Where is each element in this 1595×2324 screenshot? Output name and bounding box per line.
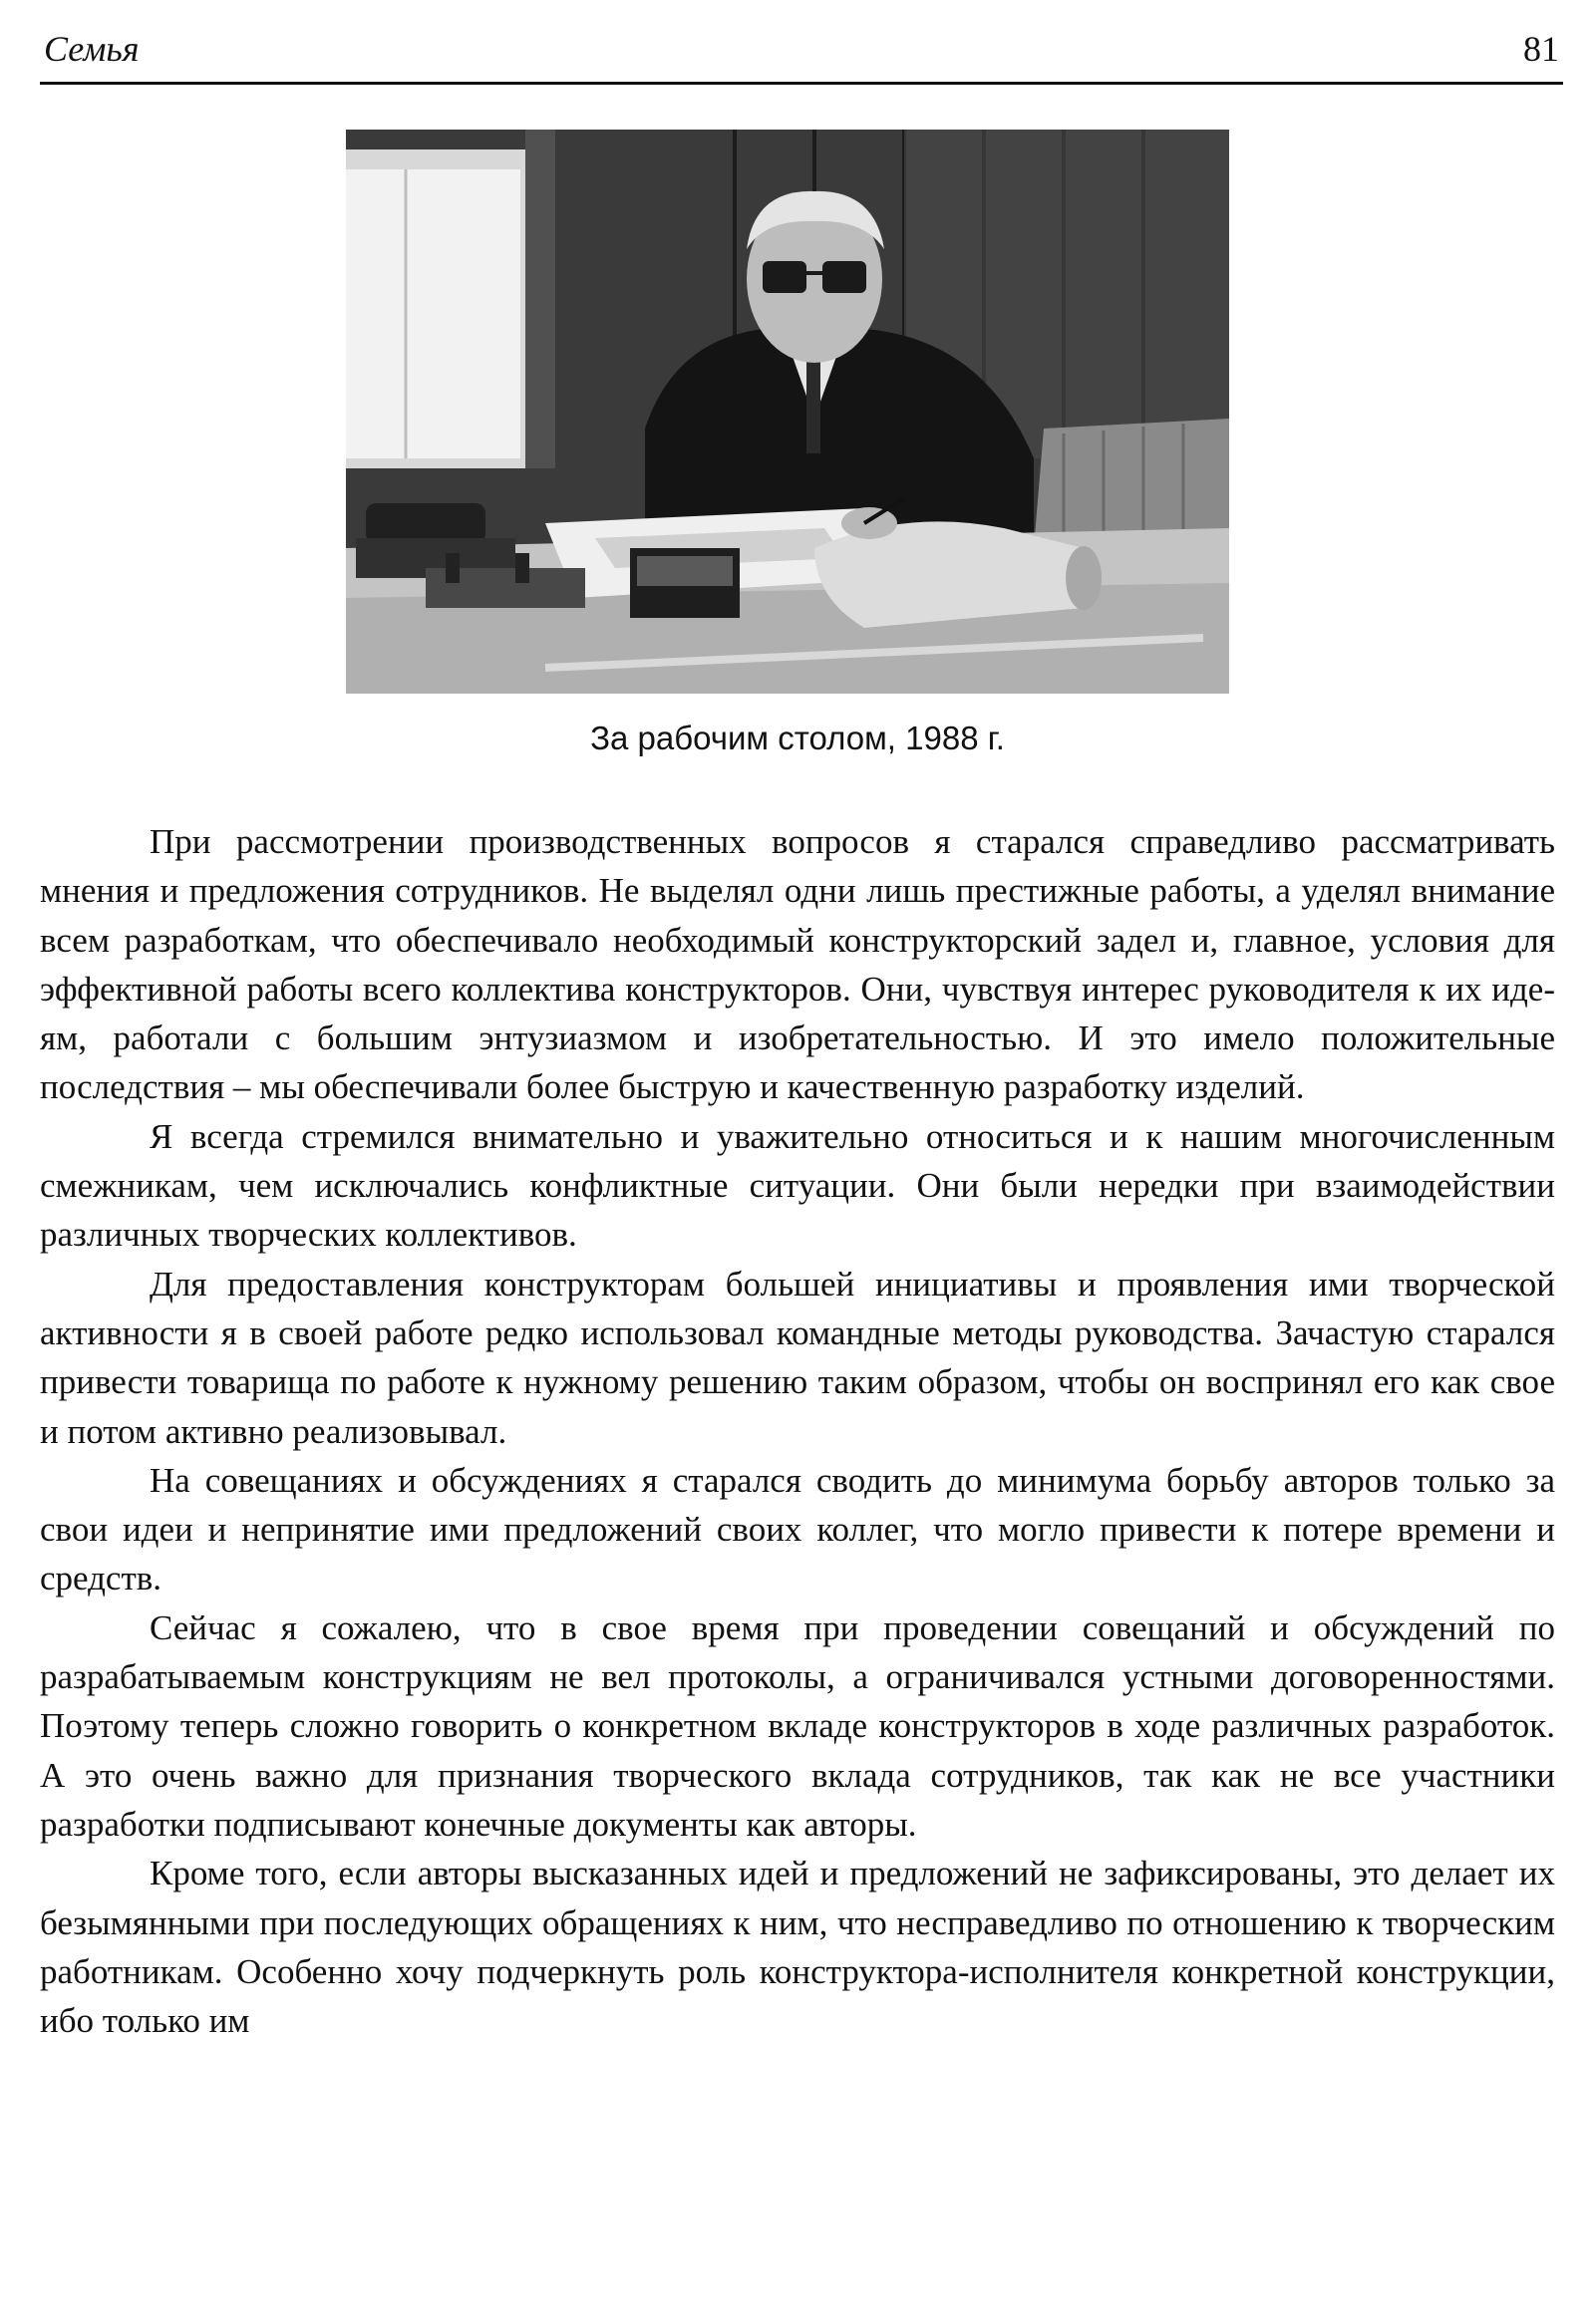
paragraph: Для предоставления конструкторам большей инициативы и проявления ими творческой активности я в своей работе редко использовал командные методы руководства. Зачастую старался привести товарища по работе к нужному решению таким образом, чтобы он воспринял его как свое и потом активно реализовывал. — [40, 1264, 1555, 1451]
body-text — [40, 817, 1555, 2045]
paragraph: Сейчас я сожалею, что в свое время при проведении совещаний и обсуждений по разрабатываемым конструкциям не вел протоколы, а ограничивался устными договоренностями. Поэтому теперь сложно говорить о конкретном вкладе конструкторов в ходе различных разработок. А это очень важно для признания творческого вклада сотрудников, так как не все участники разработки подписывают конечные документы как авторы. — [40, 1607, 1555, 1844]
page-number: 81 — [1523, 29, 1559, 69]
paragraph: Я всегда стремился внимательно и уважительно относиться и к нашим многочисленным смежникам, чем исключались конфликтные ситуации. Они были нередки при взаимодействии различных творческих коллективов. — [40, 1116, 1555, 1255]
paragraph: Кроме того, если авторы высказанных идей и предложений не зафиксированы, это делает их безымянными при последующих обращениях к ним, что несправедливо по отношению к творческим работникам. Особенно хочу подчеркнуть роль конструктора-исполнителя конкретной конструкции, ибо только им — [40, 1854, 1555, 2041]
paragraph: На совещаниях и обсуждениях я старался сводить до минимума борьбу авторов только за свои идеи и непринятие ими предложений своих коллег, что могло привести к потере времени и средств. — [40, 1460, 1555, 1598]
figure-caption: За рабочим столом, 1988 г. — [590, 720, 1005, 756]
paragraph: При рассмотрении производственных вопросов я старался справедливо рассматривать мнения и предложения сотрудников. Не выделял одни лишь престижные работы, а уделял внимание всем разработкам, что обеспечивало необходимый конструкторский задел и, главное, условия для эффективной работы всего коллектива конструкторов. Они, чувствуя интерес руководителя к их идеям, работали с большим энтузиазмом и изобретательностью. И это имело положительные последствия – мы обеспечивали более быструю и качественную разработку изделий. — [40, 822, 1555, 1107]
running-header — [40, 24, 1563, 85]
office-photo — [346, 130, 1229, 694]
section-title: Семья — [44, 29, 140, 69]
